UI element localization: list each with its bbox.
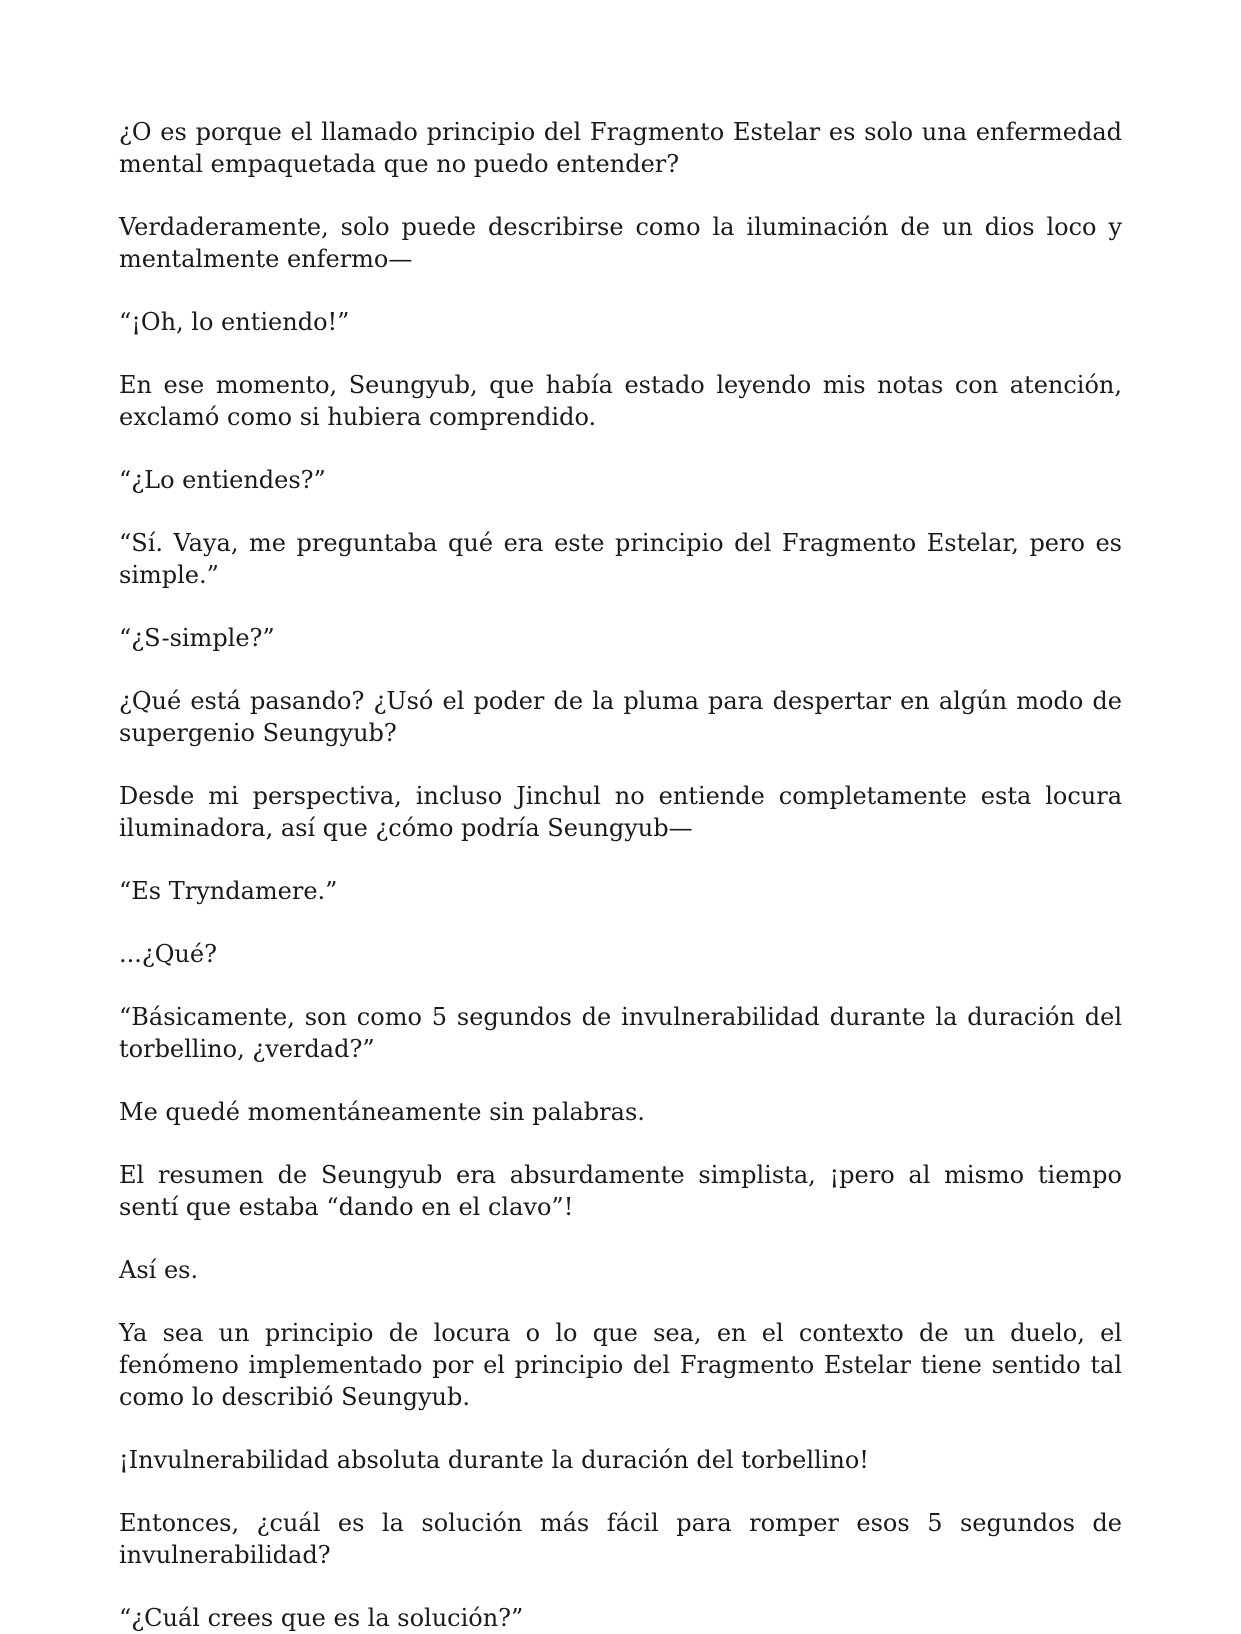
paragraph: ¡Invulnerabilidad absoluta durante la duración del torbellino! [119, 1446, 869, 1474]
paragraph: Entonces, ¿cuál es la solución más fácil para romper esos 5 segundos de invulnerabilidad? [119, 1509, 1122, 1569]
paragraph: Ya sea un principio de locura o lo que sea, en el contexto de un duelo, el fenómeno implementado por el principio del Fragmento Estelar tiene sentido tal como lo describió Seungyub. [119, 1319, 1122, 1411]
paragraph: “¿Lo entiendes?” [119, 466, 326, 494]
paragraph: “¡Oh, lo entiendo!” [119, 308, 350, 336]
paragraph: ¿O es porque el llamado principio del Fragmento Estelar es solo una enfermedad mental empaquetada que no puedo entender? [119, 118, 1122, 178]
paragraph: “Sí. Vaya, me preguntaba qué era este principio del Fragmento Estelar, pero es simple.” [119, 529, 1122, 589]
paragraph: “¿Cuál crees que es la solución?” [119, 1604, 524, 1632]
paragraph: Desde mi perspectiva, incluso Jinchul no entiende completamente esta locura iluminadora, así que ¿cómo podría Seungyub— [119, 782, 1122, 842]
paragraph: ¿Qué está pasando? ¿Usó el poder de la pluma para despertar en algún modo de supergenio Seungyub? [119, 687, 1122, 747]
paragraph: “¿S-simple?” [119, 624, 275, 652]
paragraph: “Básicamente, son como 5 segundos de invulnerabilidad durante la duración del torbellino, ¿verdad?” [119, 1003, 1122, 1063]
paragraph: Me quedé momentáneamente sin palabras. [119, 1098, 645, 1126]
document-body [119, 116, 1122, 1634]
paragraph: En ese momento, Seungyub, que había estado leyendo mis notas con atención, exclamó como si hubiera comprendido. [119, 371, 1122, 431]
paragraph: “Es Tryndamere.” [119, 877, 338, 905]
paragraph: Verdaderamente, solo puede describirse como la iluminación de un dios loco y mentalmente enfermo— [119, 213, 1122, 273]
paragraph: El resumen de Seungyub era absurdamente simplista, ¡pero al mismo tiempo sentí que estaba “dando en el clavo”! [119, 1161, 1122, 1221]
paragraph: ...¿Qué? [119, 940, 217, 968]
paragraph: Así es. [119, 1256, 199, 1284]
